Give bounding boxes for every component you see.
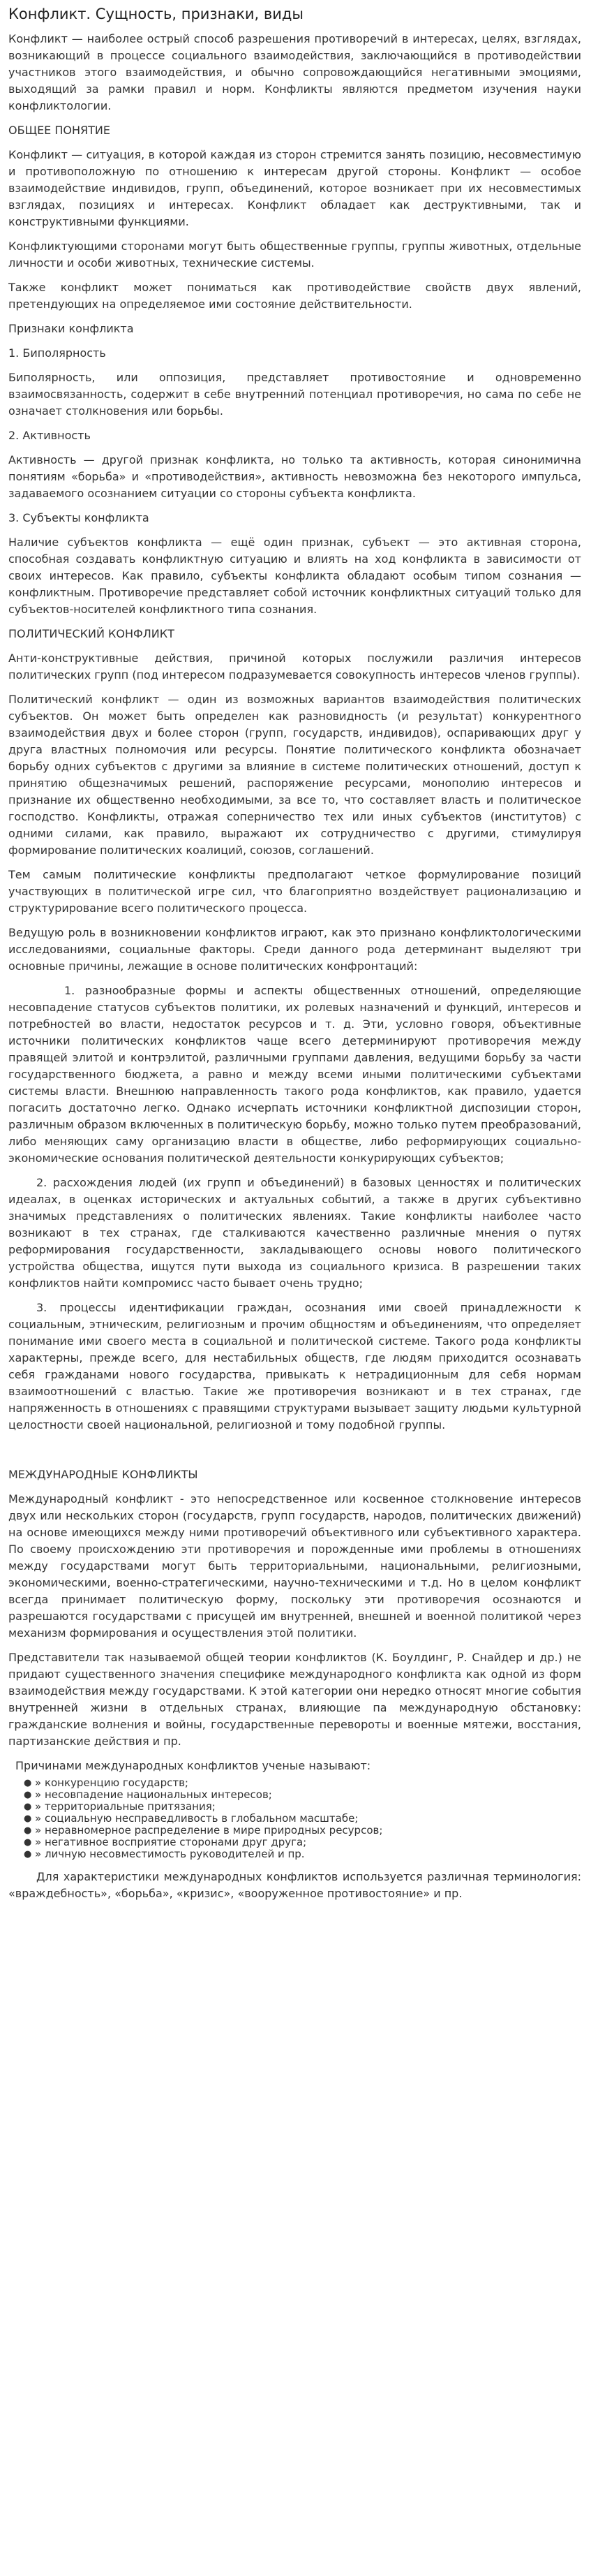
bullet-icon: ● xyxy=(24,1813,32,1824)
list-item xyxy=(24,1825,581,1837)
section-heading-signs: Признаки конфликта xyxy=(8,322,134,335)
bullet-icon: ● xyxy=(24,1778,32,1788)
list-item-text: » конкуренцию государств; xyxy=(35,1776,188,1789)
list-item-text: » неравномерное распределение в мире природных ресурсов; xyxy=(35,1824,383,1837)
sign-heading-activity: 2. Активность xyxy=(8,429,91,442)
bullet-icon: ● xyxy=(24,1837,32,1848)
general-paragraph-3: Также конфликт может пониматься как противодействие свойств двух явлений, претендующих на определяемое ими состояние действительности. xyxy=(8,281,581,311)
sign-paragraph-activity: Активность — другой признак конфликта, но только та активность, которая синонимична понятиям «борьба» и «противодействия», активность невозможна без некоторого импульса, задаваемого осознанием ситуации со стороны субъекта конфликта. xyxy=(8,453,581,500)
list-item xyxy=(24,1777,581,1789)
bullet-icon: ● xyxy=(24,1849,32,1860)
political-cause-3: 3. процессы идентификации граждан, осознания ими своей принадлежности к социальным, этническим, религиозным и прочим общностям и объединениям, что определяет понимание ими своего места в социальной и политической системе. Такого рода конфликты характерны, прежде всего, для нестабильных обществ, где людям приходится осознавать себя гражданами нового государства, привыкать к нетрадиционным для себя нормам взаимоотношений с властью. Такие же противоречия возникают и в тех странах, где напряженность в отношениях с правящими структурами вызывает защиту людьми культурной целостности своей национальной, религиозной и тому подобной группы. xyxy=(8,1301,581,1431)
bullet-icon: ● xyxy=(24,1825,32,1836)
list-item-text: » несовпадение национальных интересов; xyxy=(35,1788,272,1801)
international-paragraph-1: Международный конфликт - это непосредственное или косвенное столкновение интересов двух или нескольких сторон (государств, групп государств, народов, политических движений) на основе имеющихся между ними противоречий объективного или субъективного характера. По своему происхождению эти противоречия и порожденные ими проблемы в отношениях между государствами могут быть территориальными, национальными, религиозными, экономическими, военно-стратегическими, научно-техническими и т.д. Но в целом конфликт всегда принимает политическую форму, поскольку эти противоречия осознаются и разрешаются государствами с присущей им внутренней, внешней и военной политикой через механизм формирования и осуществления этой политики. xyxy=(8,1492,581,1640)
section-heading-international: МЕЖДУНАРОДНЫЕ КОНФЛИКТЫ xyxy=(8,1468,198,1481)
causes-list-title: Причинами международных конфликтов ученые называют: xyxy=(15,1759,371,1772)
international-paragraph-2: Представители так называемой общей теории конфликтов (К. Боулдинг, Р. Снайдер и др.) не придают существенного значения специфике международного конфликта как одной из форм взаимодействия между государствами. К этой категории они нередко относят многие события внутренней жизни в отдельных странах, влияющие па международную обстановку: гражданские волнения и войны, государственные перевороты и военные мятежи, восстания, партизанские действия и пр. xyxy=(8,1651,581,1748)
political-paragraph-3: Тем самым политические конфликты предполагают четкое формулирование позиций участвующих в политической игре сил, что благоприятно воздействует рационализацию и структурирование всего политического процесса. xyxy=(8,868,581,915)
sign-paragraph-subjects: Наличие субъектов конфликта — ещё один признак, субъект — это активная сторона, способная создавать конфликтную ситуацию и влиять на ход конфликта в зависимости от своих интересов. Как правило, субъекты конфликта обладают особым типом сознания — конфликтным. Противоречие представляет собой источник конфликтных ситуаций только для субъектов-носителей конфликтного типа сознания. xyxy=(8,536,581,616)
intro-paragraph: Конфликт — наиболее острый способ разрешения противоречий в интересах, целях, взглядах, возникающий в процессе социального взаимодействия, заключающийся в противодействии участников этого взаимодействия, и обычно сопровождающийся негативными эмоциями, выходящий за рамки правил и норм. Конфликты являются предметом изучения науки конфликтологии. xyxy=(8,32,581,112)
general-paragraph-2: Конфликтующими сторонами могут быть общественные группы, группы животных, отдельные личности и особи животных, технические системы. xyxy=(8,240,581,270)
section-spacer xyxy=(8,1441,581,1466)
political-paragraph-4: Ведущую роль в возникновении конфликтов играют, как это признано конфликтологическими исследованиями, социальные факторы. Среди данного рода детерминант выделяют три основные причины, лежащие в основе политических конфронтаций: xyxy=(8,926,581,973)
political-cause-2: 2. расхождения людей (их групп и объединений) в базовых ценностях и политических идеалах, в оценках исторических и актуальных событий, а также в других субъективно значимых представлениях о политических явлениях. Такие конфликты наиболее часто возникают в тех странах, где сталкиваются качественно различные мнения о путях реформирования государственности, закладывающего основы нового политического устройства общества, ищутся пути выхода из социального кризиса. В разрешении таких конфликтов найти компромисс часто бывает очень трудно; xyxy=(8,1176,581,1290)
list-item-text: » социальную несправедливость в глобальном масштабе; xyxy=(35,1812,359,1825)
general-paragraph-1: Конфликт — ситуация, в которой каждая из сторон стремится занять позицию, несовместимую и противоположную по отношению к интересам другой стороны. Конфликт — особое взаимодействие индивидов, групп, объединений, которое возникает при их несовместимых взглядах, позициях и интересах. Конфликт обладает как деструктивными, так и конструктивными функциями. xyxy=(8,148,581,228)
sign-paragraph-bipolarity: Биполярность, или оппозиция, представляет противостояние и одновременно взаимосвязанность, содержит в себе внутренний потенциал противоречия, но сама по себе не означает столкновения или борьбы. xyxy=(8,371,581,418)
political-paragraph-2: Политический конфликт — один из возможных вариантов взаимодействия политических субъектов. Он может быть определен как разновидность (и результат) конкурентного взаимодействия двух и более сторон (групп, государств, индивидов), оспаривающих друг у друга властных полномочия или ресурсы. Понятие политического конфликта обозначает борьбу одних субъектов с другими за влияние в системе политических отношений, доступ к принятию общезначимых решений, распоряжение ресурсами, монополию интересов и признание их общественно необходимыми, за все то, что составляет власть и политическое господство. Конфликты, отражая соперничество тех или иных субъектов (институтов) с одними силами, как правило, выражают их сотрудничество с другими, стимулируя формирование политических коалиций, союзов, соглашений. xyxy=(8,693,581,857)
causes-list xyxy=(8,1777,581,1860)
sign-heading-subjects: 3. Субъекты конфликта xyxy=(8,511,149,524)
list-item-text: » негативное восприятие сторонами друг друга; xyxy=(35,1836,307,1848)
bullet-icon: ● xyxy=(24,1802,32,1812)
list-item xyxy=(24,1813,581,1825)
list-item-text: » территориальные притязания; xyxy=(35,1800,216,1813)
list-item xyxy=(24,1801,581,1813)
political-cause-1: 1. разнообразные формы и аспекты общественных отношений, определяющие несовпадение статусов субъектов политики, их ролевых назначений и функций, интересов и потребностей во власти, недостаток ресурсов и т. д. Эти, условно говоря, объективные источники политических конфликтов чаще всего детерминируют противоречия между правящей элитой и контрэлитой, различными группами давления, ведущими борьбу за части государственного бюджета, а равно и между всеми иными политическими субъектами системы власти. Внешнюю направленность такого рода конфликтов, как правило, удается погасить достаточно легко. Однако исчерпать источники конфликтной диспозиции сторон, различным образом включенных в политическую борьбу, можно только путем преобразований, либо меняющих саму организацию власти в обществе, либо реформирующих социально-экономические основания политической деятельности конкурирующих субъектов; xyxy=(8,984,581,1165)
international-paragraph-3: Для характеристики международных конфликтов используется различная терминология: «враждебность», «борьба», «кризис», «вооруженное противостояние» и пр. xyxy=(8,1870,581,1900)
list-item xyxy=(24,1837,581,1848)
page-title: Конфликт. Сущность, признаки, виды xyxy=(8,6,304,22)
political-paragraph-1: Анти-конструктивные действия, причиной которых послужили различия интересов политических групп (под интересом подразумевается совокупность интересов членов группы). xyxy=(8,652,581,682)
bullet-icon: ● xyxy=(24,1790,32,1800)
list-item-text: » личную несовместимость руководителей и пр. xyxy=(35,1848,305,1860)
list-item xyxy=(24,1848,581,1860)
list-item xyxy=(24,1789,581,1801)
section-heading-general: ОБЩЕЕ ПОНЯТИЕ xyxy=(8,124,110,137)
section-heading-political: ПОЛИТИЧЕСКИЙ КОНФЛИКТ xyxy=(8,627,174,640)
sign-heading-bipolarity: 1. Биполярность xyxy=(8,346,106,360)
